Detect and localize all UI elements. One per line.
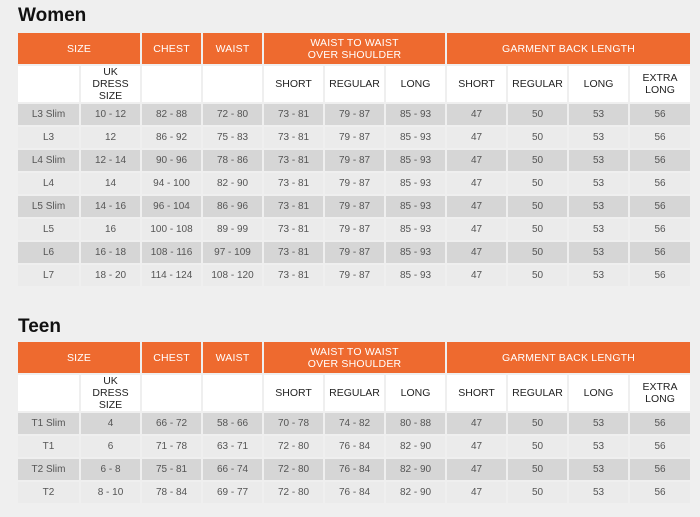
size-cell: T2 [18,482,79,503]
women-table-body [18,104,690,286]
gbl-short-cell: 47 [447,459,506,480]
wtw-long-cell: 82 - 90 [386,436,445,457]
gbl-short-cell: 47 [447,265,506,286]
waist-cell: 66 - 74 [203,459,262,480]
uk-dress-size-cell: 16 [81,219,140,240]
uk-dress-size-cell: 14 - 16 [81,196,140,217]
uk-dress-size-cell: 8 - 10 [81,482,140,503]
wtw-long-cell: 85 - 93 [386,127,445,148]
gbl-long-cell: 53 [569,104,628,125]
chest-cell: 108 - 116 [142,242,201,263]
gbl-short-cell: 47 [447,436,506,457]
table-row [18,150,690,171]
gb-long-subheader: LONG [569,66,628,102]
gbl-extra-long-cell: 56 [630,104,690,125]
gbl-extra-long-cell: 56 [630,173,690,194]
short-subheader: SHORT [264,375,323,411]
dress-size-label: DRESS SIZE [92,78,129,102]
gb-short-subheader: SHORT [447,375,506,411]
wtw-short-cell: 73 - 81 [264,150,323,171]
long-label: LONG [645,393,675,405]
wtw-long-cell: 82 - 90 [386,459,445,480]
gbl-extra-long-cell: 56 [630,459,690,480]
wtw-short-cell: 73 - 81 [264,219,323,240]
subheader-blank [18,66,79,102]
gbl-extra-long-cell: 56 [630,219,690,240]
uk-label: UK [103,375,118,387]
wtw-regular-cell: 79 - 87 [325,104,384,125]
waist-cell: 58 - 66 [203,413,262,434]
size-header: SIZE [18,342,140,373]
gbl-regular-cell: 50 [508,459,567,480]
teen-table-body [18,413,690,503]
waist-to-waist-header [264,342,445,373]
wtw-long-cell: 85 - 93 [386,150,445,171]
waist-subheader-blank [203,375,262,411]
women-header-row [18,33,690,64]
wtw-regular-cell: 76 - 84 [325,436,384,457]
gbl-extra-long-cell: 56 [630,265,690,286]
size-cell: L5 Slim [18,196,79,217]
waist-cell: 72 - 80 [203,104,262,125]
teen-header-row [18,342,690,373]
wtw-long-cell: 85 - 93 [386,242,445,263]
waist-header: WAIST [203,342,262,373]
wtw-regular-cell: 74 - 82 [325,413,384,434]
chest-cell: 78 - 84 [142,482,201,503]
garment-back-length-header: GARMENT BACK LENGTH [447,33,690,64]
chest-cell: 94 - 100 [142,173,201,194]
gbl-short-cell: 47 [447,242,506,263]
gbl-long-cell: 53 [569,196,628,217]
women-section-title: Women [18,5,87,26]
gbl-short-cell: 47 [447,150,506,171]
gbl-extra-long-cell: 56 [630,196,690,217]
gbl-regular-cell: 50 [508,242,567,263]
table-row [18,459,690,480]
wtw-short-cell: 73 - 81 [264,127,323,148]
gbl-short-cell: 47 [447,482,506,503]
chest-cell: 90 - 96 [142,150,201,171]
gbl-long-cell: 53 [569,219,628,240]
gbl-long-cell: 53 [569,413,628,434]
uk-dress-size-subheader [81,66,140,102]
gbl-short-cell: 47 [447,104,506,125]
wtw-short-cell: 72 - 80 [264,459,323,480]
wtw-short-cell: 73 - 81 [264,242,323,263]
size-cell: T1 [18,436,79,457]
gbl-extra-long-cell: 56 [630,413,690,434]
table-row [18,196,690,217]
extra-label: EXTRA [642,72,678,84]
table-row [18,265,690,286]
waist-to-waist-header-line1: WAIST TO WAIST [310,36,399,49]
waist-header: WAIST [203,33,262,64]
short-subheader: SHORT [264,66,323,102]
uk-dress-size-cell: 4 [81,413,140,434]
uk-dress-size-cell: 12 [81,127,140,148]
uk-label: UK [103,66,118,78]
wtw-long-cell: 85 - 93 [386,173,445,194]
wtw-short-cell: 73 - 81 [264,173,323,194]
uk-dress-size-cell: 6 - 8 [81,459,140,480]
wtw-long-cell: 80 - 88 [386,413,445,434]
gbl-regular-cell: 50 [508,482,567,503]
women-subheader-row [18,66,690,102]
size-cell: L4 [18,173,79,194]
waist-cell: 108 - 120 [203,265,262,286]
teen-section-title: Teen [18,316,61,337]
women-size-table [16,31,692,288]
waist-to-waist-header-line2: OVER SHOULDER [307,48,402,61]
extra-long-subheader [630,375,690,411]
chest-cell: 75 - 81 [142,459,201,480]
waist-to-waist-header-line2: OVER SHOULDER [307,357,402,370]
garment-back-length-header: GARMENT BACK LENGTH [447,342,690,373]
waist-cell: 78 - 86 [203,150,262,171]
table-row [18,413,690,434]
regular-subheader: REGULAR [325,66,384,102]
gb-long-subheader: LONG [569,375,628,411]
size-header: SIZE [18,33,140,64]
wtw-short-cell: 73 - 81 [264,104,323,125]
chest-cell: 96 - 104 [142,196,201,217]
gb-regular-subheader: REGULAR [508,375,567,411]
wtw-short-cell: 73 - 81 [264,265,323,286]
gbl-short-cell: 47 [447,196,506,217]
gbl-regular-cell: 50 [508,104,567,125]
gbl-extra-long-cell: 56 [630,436,690,457]
gbl-long-cell: 53 [569,482,628,503]
wtw-short-cell: 70 - 78 [264,413,323,434]
table-row [18,127,690,148]
waist-cell: 75 - 83 [203,127,262,148]
wtw-short-cell: 73 - 81 [264,196,323,217]
wtw-long-cell: 85 - 93 [386,196,445,217]
wtw-regular-cell: 79 - 87 [325,196,384,217]
gbl-long-cell: 53 [569,127,628,148]
waist-cell: 63 - 71 [203,436,262,457]
size-cell: L4 Slim [18,150,79,171]
gb-short-subheader: SHORT [447,66,506,102]
gbl-long-cell: 53 [569,459,628,480]
gbl-extra-long-cell: 56 [630,242,690,263]
chest-header: CHEST [142,33,201,64]
wtw-regular-cell: 79 - 87 [325,265,384,286]
table-row [18,482,690,503]
chest-subheader-blank [142,375,201,411]
chest-cell: 66 - 72 [142,413,201,434]
uk-dress-size-cell: 14 [81,173,140,194]
size-cell: L6 [18,242,79,263]
waist-cell: 97 - 109 [203,242,262,263]
wtw-regular-cell: 76 - 84 [325,459,384,480]
long-label: LONG [645,84,675,96]
table-row [18,173,690,194]
gbl-short-cell: 47 [447,219,506,240]
waist-cell: 89 - 99 [203,219,262,240]
gbl-short-cell: 47 [447,127,506,148]
size-cell: T1 Slim [18,413,79,434]
wtw-long-cell: 85 - 93 [386,265,445,286]
waist-cell: 82 - 90 [203,173,262,194]
wtw-regular-cell: 79 - 87 [325,127,384,148]
wtw-long-cell: 82 - 90 [386,482,445,503]
extra-label: EXTRA [642,381,678,393]
dress-size-label: DRESS SIZE [92,387,129,411]
gbl-regular-cell: 50 [508,436,567,457]
gbl-extra-long-cell: 56 [630,127,690,148]
chest-cell: 100 - 108 [142,219,201,240]
table-row [18,436,690,457]
uk-dress-size-cell: 6 [81,436,140,457]
size-cell: L7 [18,265,79,286]
gbl-long-cell: 53 [569,173,628,194]
size-cell: L5 [18,219,79,240]
chest-cell: 86 - 92 [142,127,201,148]
wtw-long-cell: 85 - 93 [386,219,445,240]
uk-dress-size-cell: 10 - 12 [81,104,140,125]
table-row [18,104,690,125]
teen-size-table [16,340,692,505]
long-subheader: LONG [386,66,445,102]
gbl-extra-long-cell: 56 [630,150,690,171]
gbl-long-cell: 53 [569,242,628,263]
long-subheader: LONG [386,375,445,411]
wtw-regular-cell: 79 - 87 [325,219,384,240]
wtw-short-cell: 72 - 80 [264,436,323,457]
waist-subheader-blank [203,66,262,102]
uk-dress-size-subheader [81,375,140,411]
size-cell: L3 [18,127,79,148]
gbl-short-cell: 47 [447,413,506,434]
uk-dress-size-cell: 12 - 14 [81,150,140,171]
chest-cell: 114 - 124 [142,265,201,286]
uk-dress-size-cell: 16 - 18 [81,242,140,263]
table-row [18,219,690,240]
gbl-extra-long-cell: 56 [630,482,690,503]
uk-dress-size-cell: 18 - 20 [81,265,140,286]
gbl-long-cell: 53 [569,265,628,286]
extra-long-subheader [630,66,690,102]
gbl-long-cell: 53 [569,436,628,457]
regular-subheader: REGULAR [325,375,384,411]
gb-regular-subheader: REGULAR [508,66,567,102]
gbl-regular-cell: 50 [508,265,567,286]
subheader-blank [18,375,79,411]
gbl-long-cell: 53 [569,150,628,171]
waist-cell: 86 - 96 [203,196,262,217]
chest-header: CHEST [142,342,201,373]
teen-subheader-row [18,375,690,411]
waist-to-waist-header [264,33,445,64]
gbl-regular-cell: 50 [508,196,567,217]
gbl-regular-cell: 50 [508,219,567,240]
size-cell: L3 Slim [18,104,79,125]
gbl-regular-cell: 50 [508,150,567,171]
wtw-long-cell: 85 - 93 [386,104,445,125]
wtw-regular-cell: 79 - 87 [325,242,384,263]
wtw-regular-cell: 79 - 87 [325,150,384,171]
waist-cell: 69 - 77 [203,482,262,503]
size-cell: T2 Slim [18,459,79,480]
wtw-regular-cell: 79 - 87 [325,173,384,194]
waist-to-waist-header-line1: WAIST TO WAIST [310,345,399,358]
wtw-regular-cell: 76 - 84 [325,482,384,503]
gbl-regular-cell: 50 [508,173,567,194]
gbl-regular-cell: 50 [508,127,567,148]
chest-cell: 82 - 88 [142,104,201,125]
chest-subheader-blank [142,66,201,102]
chest-cell: 71 - 78 [142,436,201,457]
table-row [18,242,690,263]
gbl-short-cell: 47 [447,173,506,194]
gbl-regular-cell: 50 [508,413,567,434]
wtw-short-cell: 72 - 80 [264,482,323,503]
